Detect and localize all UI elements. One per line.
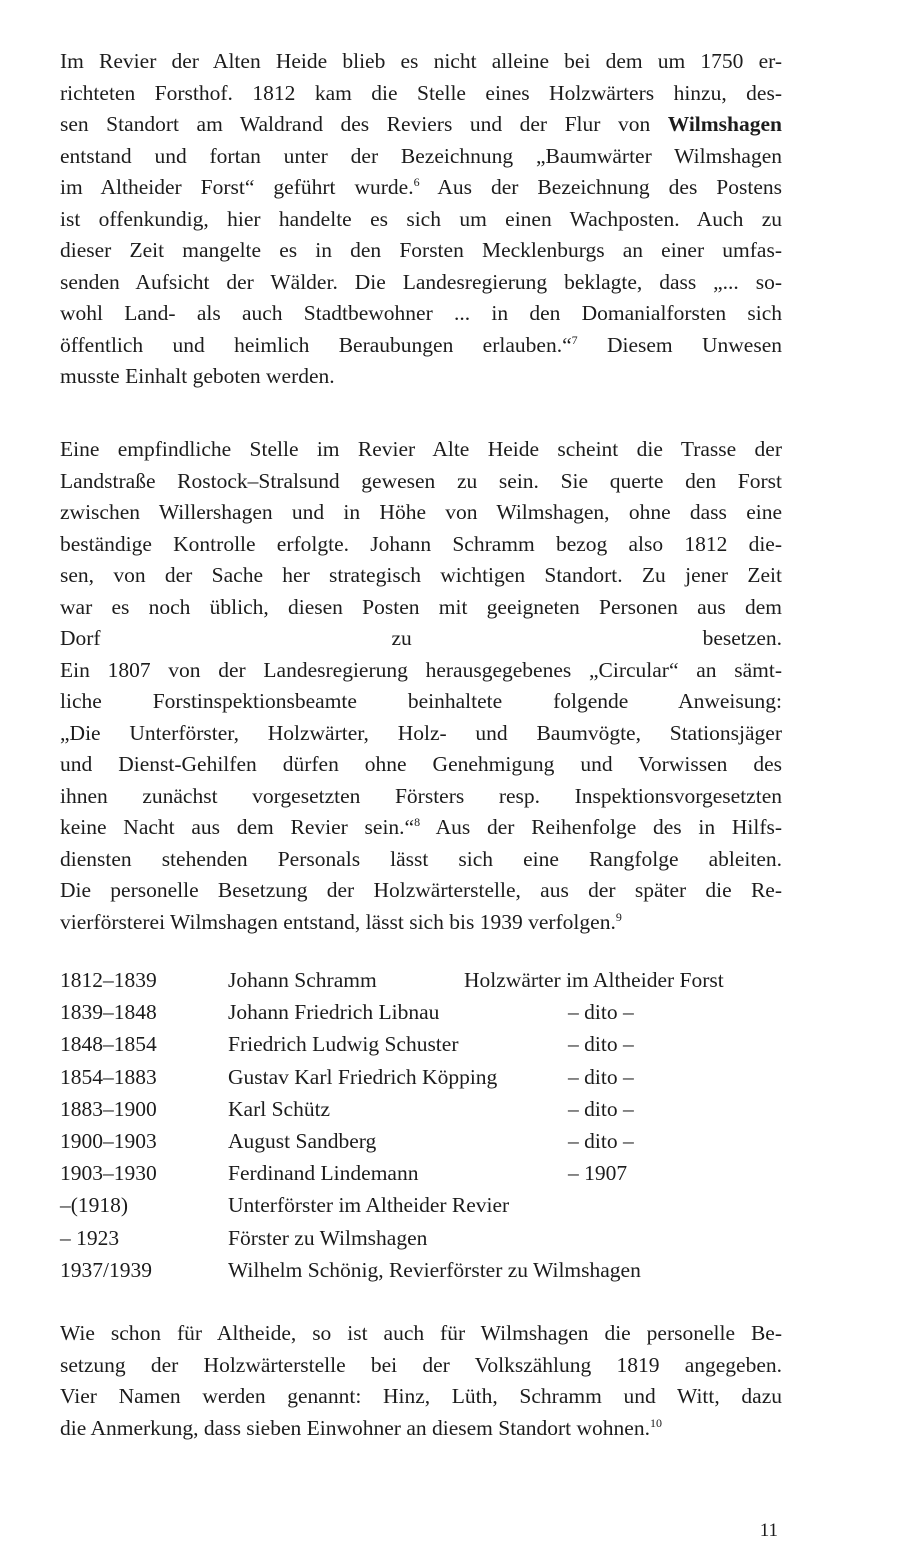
text-segment: sen Standort am Waldrand des Reviers und der Flur von <box>60 112 668 136</box>
table-name: Friedrich Ludwig Schuster <box>228 1032 459 1057</box>
text-line: Wie schon für Altheide, so ist auch für Wilmshagen die personelle Be- <box>60 1321 782 1345</box>
text-line: Landstraße Rostock–Stralsund gewesen zu sein. Sie querte den Forst <box>60 468 782 493</box>
text-line: ihnen zunächst vorgesetzten Försters resp. Inspektionsvorgesetzten <box>60 783 782 808</box>
text-line: zwischen Willershagen und in Höhe von Wilmshagen, ohne dass eine <box>60 500 782 524</box>
footnote-marker: 10 <box>649 1415 662 1430</box>
table-years: 1900–1903 <box>60 1128 157 1153</box>
text-segment: keine Nacht aus dem Revier sein.“ <box>60 815 415 839</box>
table-years: –(1918) <box>60 1193 129 1218</box>
table-row <box>60 1254 782 1286</box>
text-line: dieser Zeit mangelte es in den Forsten Mecklenburgs an einer umfas- <box>60 238 782 262</box>
table-row <box>60 1157 782 1189</box>
table-role: – 1907 <box>568 1161 628 1186</box>
text-line: diensten stehenden Personals lässt sich eine Rangfolge ableiten. <box>60 846 782 871</box>
paragraph-1 <box>60 46 782 393</box>
table-role: – dito – <box>568 1000 634 1025</box>
table-years: 1812–1839 <box>60 968 157 992</box>
text-line <box>60 812 782 844</box>
text-segment: vierförsterei Wilmshagen entstand, lässt sich bis 1939 verfolgen. <box>60 909 616 934</box>
text-segment: Aus der Bezeichnung des Postens <box>419 175 782 199</box>
footnote-marker: 9 <box>615 909 622 924</box>
table-name: Karl Schütz <box>228 1096 331 1121</box>
text-line: beständige Kontrolle erfolgte. Johann Schramm bezog also 1812 die- <box>60 531 782 556</box>
text-line: Im Revier der Alten Heide blieb es nicht alleine bei dem um 1750 er- <box>60 49 782 73</box>
table-name: Förster zu Wilmshagen <box>228 1225 428 1250</box>
text-segment: im Altheider Forst“ geführt wurde. <box>60 175 414 199</box>
text-segment: die Anmerkung, dass sieben Einwohner an diesem Standort wohnen. <box>60 1415 650 1440</box>
table-years: 1903–1930 <box>60 1161 157 1186</box>
staff-table <box>60 964 782 1286</box>
table-role: – dito – <box>568 1096 634 1121</box>
text-line: Eine empfindliche Stelle im Revier Alte Heide scheint die Trasse der <box>60 437 782 461</box>
text-line: Die personelle Besetzung der Holzwärterstelle, aus der später die Re- <box>60 878 782 902</box>
text-line: ist offenkundig, hier handelte es sich um einen Wachposten. Auch zu <box>60 206 782 231</box>
text-line: Ein 1807 von der Landesregierung herausgegebenes „Circular“ an sämt- <box>60 657 782 682</box>
text-line: „Die Unterförster, Holzwärter, Holz- und Baumvögte, Stationsjäger <box>60 720 782 745</box>
table-years: 1848–1854 <box>60 1032 157 1057</box>
table-years: 1937/1939 <box>60 1257 152 1282</box>
table-name: Unterförster im Altheider Revier <box>228 1193 510 1218</box>
table-row <box>60 1189 782 1221</box>
table-row <box>60 1061 782 1093</box>
text-line: Vier Namen werden genannt: Hinz, Lüth, Schramm und Witt, dazu <box>60 1384 782 1408</box>
table-row <box>60 964 782 996</box>
table-name: Wilhelm Schönig, Revierförster zu Wilmshagen <box>228 1257 641 1282</box>
text-line: entstand und fortan unter der Bezeichnung „Baumwärter Wilmshagen <box>60 143 782 168</box>
text-line: und Dienst-Gehilfen dürfen ohne Genehmigung und Vorwissen des <box>60 752 782 776</box>
text-line: richteten Forsthof. 1812 kam die Stelle eines Holzwärters hinzu, des- <box>60 80 782 105</box>
text-line: war es noch üblich, diesen Posten mit geeigneten Personen aus dem <box>60 594 782 619</box>
table-role: – dito – <box>568 1064 634 1089</box>
table-years: 1839–1848 <box>60 1000 157 1025</box>
table-years: 1854–1883 <box>60 1064 157 1089</box>
table-role: – dito – <box>568 1128 634 1153</box>
table-years: – 1923 <box>60 1225 120 1250</box>
page-number: 11 <box>759 1520 778 1541</box>
text-line <box>60 1413 782 1445</box>
footnote-marker: 6 <box>413 174 420 189</box>
footnote-marker: 8 <box>414 814 421 829</box>
table-name: Ferdinand Lindemann <box>228 1161 419 1186</box>
table-role: Holzwärter im Altheider Forst <box>464 968 724 992</box>
table-row <box>60 1028 782 1060</box>
table-row <box>60 1125 782 1157</box>
table-role: – dito – <box>568 1032 634 1057</box>
table-name: Johann Schramm <box>228 968 377 992</box>
text-line <box>60 907 782 939</box>
text-line: liche Forstinspektionsbeamte beinhaltete folgende Anweisung: <box>60 689 782 713</box>
text-segment: Aus der Reihenfolge des in Hilfs- <box>420 815 783 839</box>
paragraph-2 <box>60 434 782 938</box>
text-line: setzung der Holzwärterstelle bei der Volkszählung 1819 angegeben. <box>60 1352 782 1377</box>
text-line <box>60 109 782 141</box>
text-line: senden Aufsicht der Wälder. Die Landesregierung beklagte, dass „... so- <box>60 269 782 294</box>
paragraph-3 <box>60 1318 782 1444</box>
text-line <box>60 172 782 204</box>
table-row <box>60 1222 782 1254</box>
text-line: musste Einhalt geboten werden. <box>60 364 335 388</box>
text-segment: öffentlich und heimlich Beraubungen erlauben.“ <box>60 332 572 357</box>
text-segment: Diesem Unwesen <box>577 332 782 357</box>
table-row <box>60 996 782 1028</box>
text-line: wohl Land- als auch Stadtbewohner ... in den Domanialforsten sich <box>60 301 782 325</box>
table-years: 1883–1900 <box>60 1096 157 1121</box>
text-line: sen, von der Sache her strategisch wichtigen Standort. Zu jener Zeit <box>60 563 782 587</box>
table-name: Johann Friedrich Libnau <box>228 1000 440 1025</box>
table-row <box>60 1093 782 1125</box>
footnote-marker: 7 <box>571 332 578 347</box>
place-name-bold: Wilmshagen <box>667 112 782 136</box>
table-name: Gustav Karl Friedrich Köpping <box>228 1064 498 1089</box>
text-line <box>60 330 782 362</box>
table-name: August Sandberg <box>228 1128 377 1153</box>
text-line: Dorf zu besetzen. <box>60 626 782 650</box>
